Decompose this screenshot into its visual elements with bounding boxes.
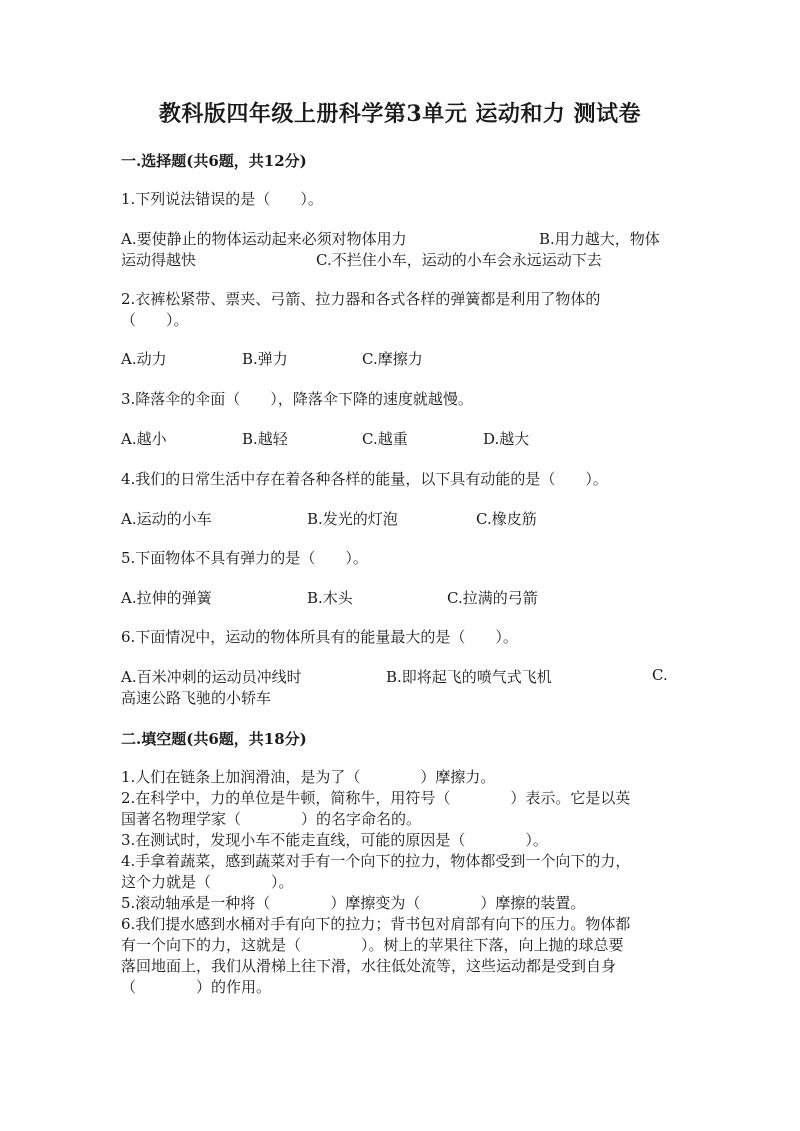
fill-line: 落回地面上，我们从滑梯上往下滑，水往低处流等，这些运动都是受到自身 — [121, 957, 617, 975]
question-3-stem: 3.降落伞的伞面（ ），降落伞下降的速度就越慢。 — [121, 390, 473, 408]
question-4-stem: 4.我们的日常生活中存在着各种各样的能量，以下具有动能的是（ ）。 — [121, 470, 608, 488]
question-3-option-b: B.越轻 — [242, 430, 288, 448]
question-6-option-c-continued: 高速公路飞驰的小轿车 — [121, 689, 272, 707]
question-3-option-c: C.越重 — [362, 430, 408, 448]
question-2-option-c: C.摩擦力 — [362, 350, 423, 368]
fill-line: （ ）的作用。 — [121, 978, 272, 996]
question-1-option-b: B.用力越大，物体 — [539, 230, 660, 248]
question-1-stem: 1.下列说法错误的是（ ）。 — [121, 190, 323, 208]
question-6-option-a: A.百米冲刺的运动员冲线时 — [121, 668, 302, 686]
question-6-option-b: B.即将起飞的喷气式飞机 — [386, 668, 552, 686]
question-5-stem: 5.下面物体不具有弹力的是（ ）。 — [121, 549, 368, 567]
question-2-stem: 2.衣裤松紧带、票夹、弓箭、拉力器和各式各样的弹簧都是利用了物体的 — [121, 290, 601, 308]
question-3-option-a: A.越小 — [121, 430, 167, 448]
question-2-stem-continued: （ ）。 — [121, 311, 189, 329]
section-2-heading: 二.填空题(共6题，共18分) — [121, 730, 307, 748]
question-5-option-b: B.木头 — [307, 589, 353, 607]
fill-line: 2.在科学中，力的单位是牛顿，简称牛，用符号（ ）表示。它是以英 — [121, 789, 631, 807]
question-1-option-c: C.不拦住小车，运动的小车会永远运动下去 — [316, 251, 602, 269]
exam-title: 教科版四年级上册科学第3单元 运动和力 测试卷 — [158, 101, 642, 127]
question-3-option-d: D.越大 — [483, 430, 530, 448]
question-4-option-b: B.发光的灯泡 — [307, 510, 398, 528]
question-1-option-a: A.要使静止的物体运动起来必须对物体用力 — [121, 230, 407, 248]
question-5-option-a: A.拉伸的弹簧 — [121, 589, 212, 607]
question-6-option-c: C. — [652, 666, 668, 684]
fill-line: 6.我们提水感到水桶对手有向下的拉力；背书包对肩部有向下的压力。物体都 — [121, 915, 631, 933]
question-2-option-b: B.弹力 — [242, 350, 288, 368]
question-1-option-b-continued: 运动得越快 — [121, 251, 197, 269]
fill-line: 3.在测试时，发现小车不能走直线，可能的原因是（ ）。 — [121, 831, 548, 849]
section-1-heading: 一.选择题(共6题，共12分) — [121, 152, 307, 170]
question-6-stem: 6.下面情况中，运动的物体所具有的能量最大的是（ ）。 — [121, 628, 518, 646]
question-2-option-a: A.动力 — [121, 350, 167, 368]
fill-line: 1.人们在链条上加润滑油，是为了（ ）摩擦力。 — [121, 768, 496, 786]
fill-line: 4.手拿着蔬菜，感到蔬菜对手有一个向下的拉力，物体都受到一个向下的力， — [121, 852, 631, 870]
question-5-option-c: C.拉满的弓箭 — [447, 589, 538, 607]
fill-line: 国著名物理学家（ ）的名字命名的。 — [121, 810, 422, 828]
fill-line: 5.滚动轴承是一种将（ ）摩擦变为（ ）摩擦的装置。 — [121, 894, 586, 912]
fill-line: 这个力就是（ ）。 — [121, 873, 294, 891]
question-4-option-a: A.运动的小车 — [121, 510, 212, 528]
question-4-option-c: C.橡皮筋 — [476, 510, 537, 528]
fill-line: 有一个向下的力，这就是（ ）。树上的苹果往下落，向上抛的球总要 — [121, 936, 624, 954]
